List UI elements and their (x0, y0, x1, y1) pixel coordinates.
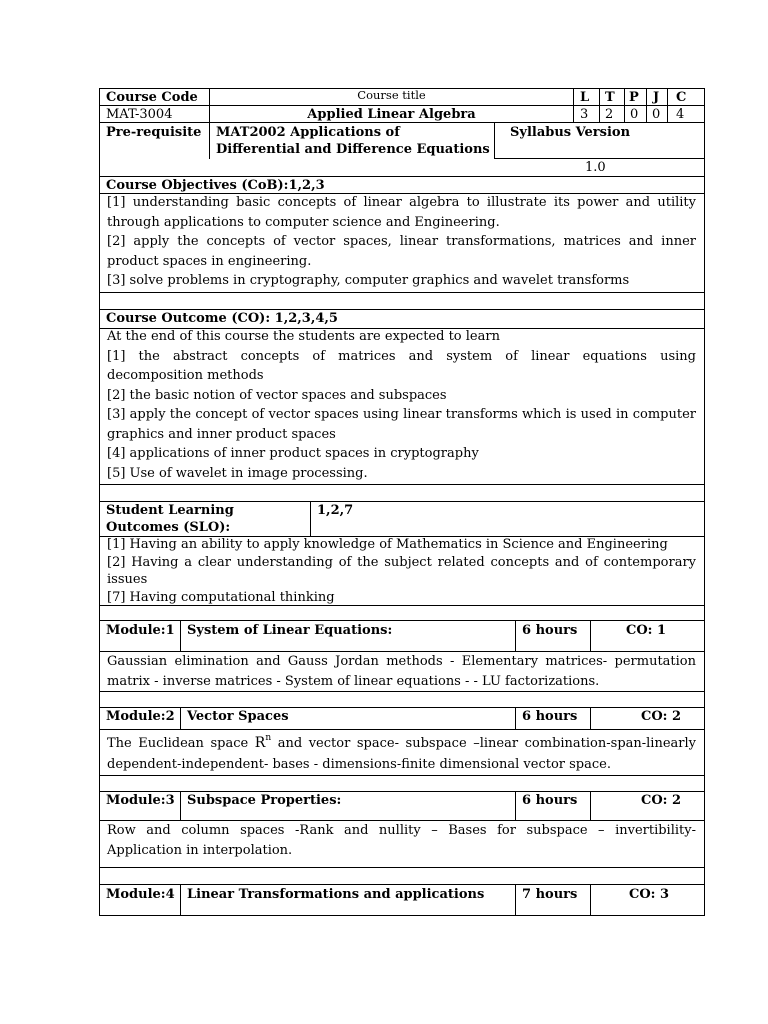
prerequisite-line1: MAT2002 Applications of (216, 125, 400, 140)
outcome-item: [2] the basic notion of vector spaces and subspaces (107, 387, 447, 403)
outcomes-list (107, 327, 696, 483)
module-3-title: Subspace Properties: (187, 793, 342, 808)
credit-value-c: 4 (676, 107, 685, 122)
credit-label-j: J (653, 90, 660, 105)
outcomes-intro: At the end of this course the students are expected to learn (107, 329, 500, 344)
objectives-heading: Course Objectives (CoB):1,2,3 (106, 178, 325, 193)
outcome-item: [4] applications of inner product spaces in cryptography (107, 446, 479, 461)
outcomes-heading: Course Outcome (CO): 1,2,3,4,5 (106, 311, 338, 326)
credit-label-t: T (605, 90, 615, 105)
module-2-content (107, 733, 696, 775)
course-title-label: Course title (357, 88, 426, 102)
slo-value: 1,2,7 (317, 503, 354, 518)
credit-value-j: 0 (652, 107, 661, 122)
syllabus-version-label: Syllabus Version (510, 125, 631, 140)
credit-value-l: 3 (580, 107, 589, 122)
course-title: Applied Linear Algebra (307, 107, 476, 122)
module-1-content: Gaussian elimination and Gauss Jordan methods - Elementary matrices- permutation matrix - inverse matrices - System of linear equations - - LU factorizations. (107, 654, 696, 689)
module-2-title: Vector Spaces (187, 709, 289, 724)
module-4-title: Linear Transformations and applications (187, 887, 485, 902)
slo-item: [2] Having a clear understanding of the subject related concepts and of contemporary issues (107, 554, 696, 587)
slo-label-line2: Outcomes (SLO): (106, 520, 231, 535)
module-4-label: Module:4 (106, 887, 175, 902)
prerequisite-line2: Differential and Difference Equations (216, 142, 490, 157)
objective-item: [3] solve problems in cryptography, computer graphics and wavelet transforms (107, 273, 630, 288)
module-2-hours: 6 hours (522, 709, 578, 724)
credit-value-t: 2 (605, 107, 614, 122)
module-2-content-after: and vector space- subspace –linear combination-span-linearly dependent-independent- bases - dimensions-finite dimensional vector space. (107, 736, 697, 772)
slo-item: [1] Having an ability to apply knowledge of Mathematics in Science and Engineering (107, 537, 668, 552)
objective-item: [2] apply the concepts of vector spaces, linear transformations, matrices and inner product spaces in engineering. (107, 234, 696, 269)
slo-label-line1: Student Learning (106, 503, 234, 518)
slo-item: [7] Having computational thinking (107, 589, 335, 605)
module-4-hours: 7 hours (522, 887, 578, 902)
euclidean-space-exponent: n (265, 733, 272, 743)
prerequisite-label: Pre-requisite (106, 125, 202, 140)
module-1-title: System of Linear Equations: (187, 623, 393, 638)
module-2-co: CO: 2 (641, 709, 682, 724)
module-2-label: Module:2 (106, 709, 175, 724)
objective-item: [1] understanding basic concepts of linear algebra to illustrate its power and utility through applications to computer science and Engineering. (107, 195, 696, 230)
slo-list (107, 536, 696, 606)
module-3-content: Row and column spaces -Rank and nullity – Bases for subspace – invertibility- Application in interpolation. (107, 823, 696, 858)
outcome-item: [3] apply the concept of vector spaces using linear transforms which is used in computer graphics and inner product spaces (107, 407, 696, 442)
syllabus-version: 1.0 (585, 160, 606, 175)
euclidean-space-symbol: R (254, 735, 266, 751)
objectives-list (107, 193, 696, 291)
outcome-item: [5] Use of wavelet in image processing. (107, 465, 368, 481)
course-code: MAT-3004 (106, 107, 173, 122)
credit-label-c: C (676, 90, 687, 105)
module-2-content-before: The Euclidean space (107, 736, 255, 751)
module-1-co: CO: 1 (626, 623, 667, 638)
module-4-co: CO: 3 (629, 887, 670, 902)
course-code-label: Course Code (106, 90, 198, 105)
outcome-item: [1] the abstract concepts of matrices and system of linear equations using decomposition methods (107, 348, 696, 383)
module-3-hours: 6 hours (522, 793, 578, 808)
module-1-hours: 6 hours (522, 623, 578, 638)
module-3-co: CO: 2 (641, 793, 682, 808)
module-1-label: Module:1 (106, 623, 175, 638)
module-3-label: Module:3 (106, 793, 175, 808)
credit-label-p: P (629, 90, 639, 105)
credit-label-l: L (580, 90, 590, 105)
credit-value-p: 0 (630, 107, 639, 122)
